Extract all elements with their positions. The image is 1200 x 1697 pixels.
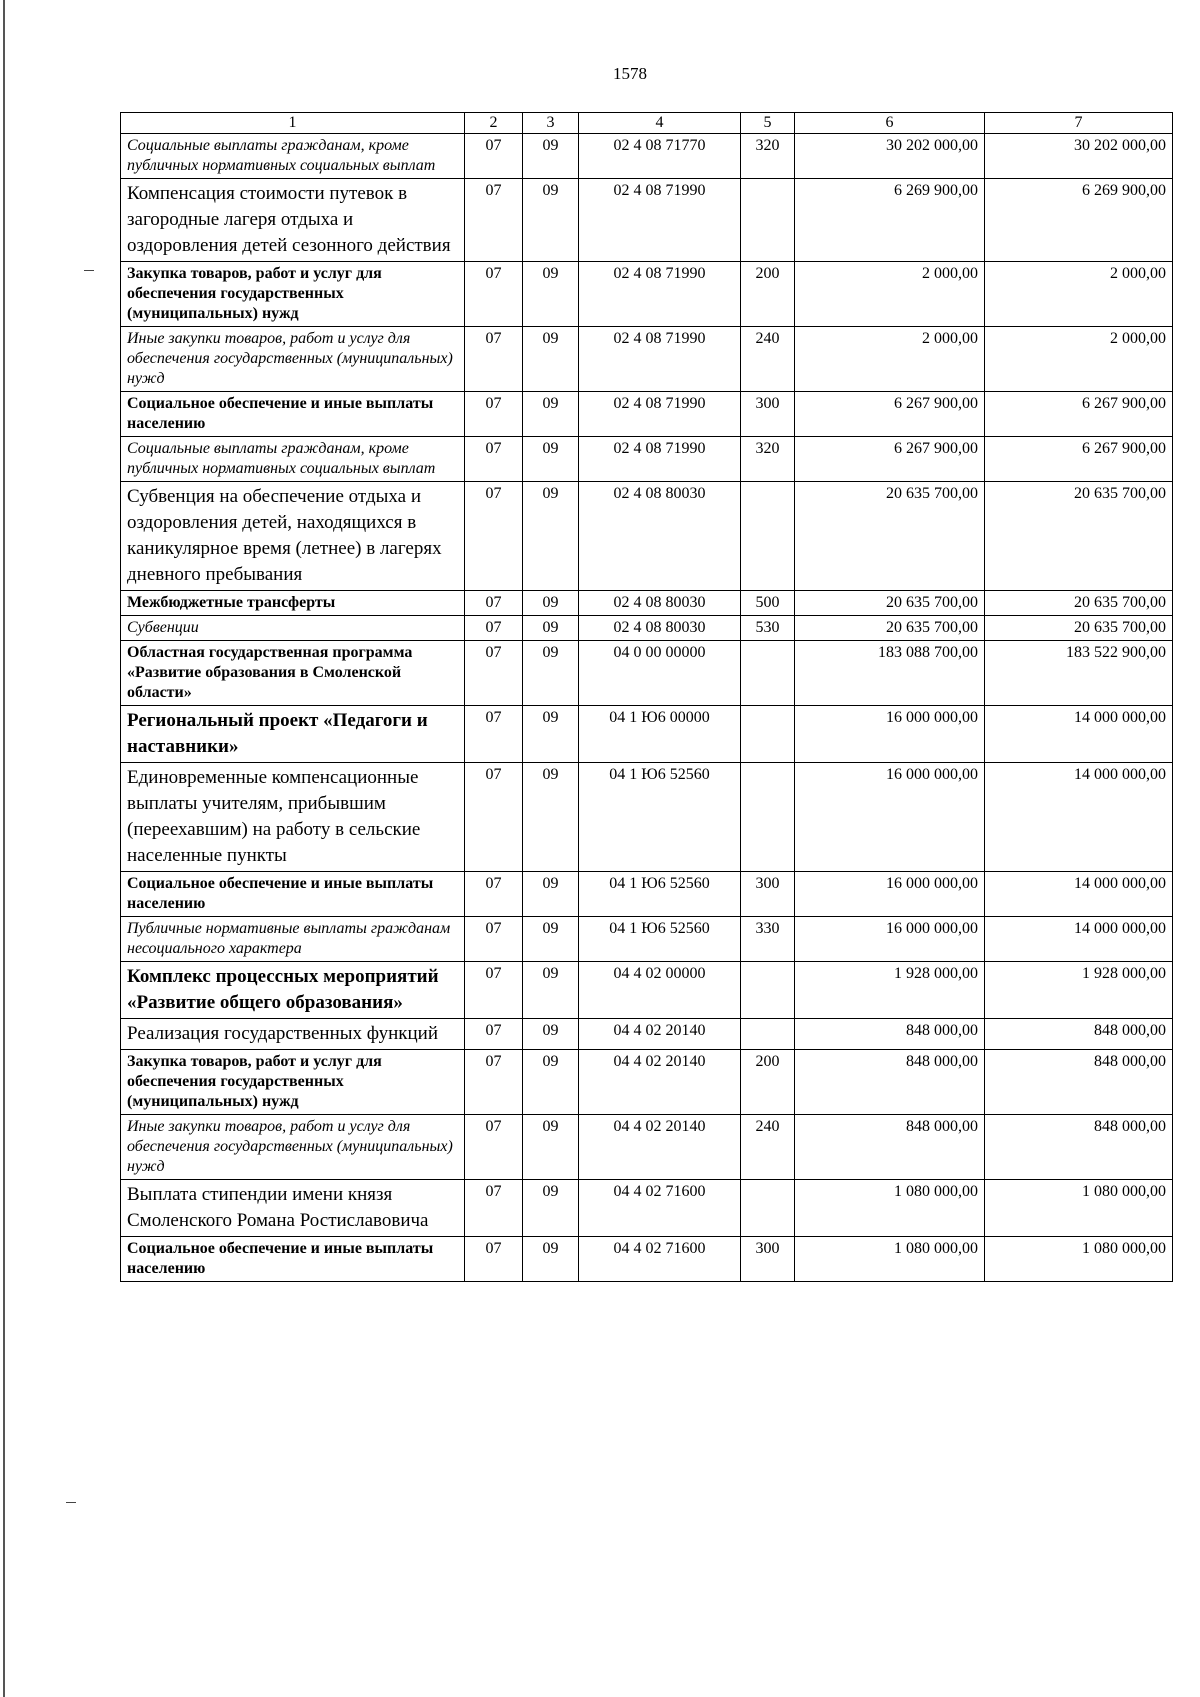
section-code-cell: 07 [465, 262, 523, 327]
expense-type-cell: 530 [741, 616, 795, 641]
column-header: 4 [579, 113, 741, 134]
subsection-code-cell: 09 [523, 179, 579, 262]
table-body [121, 134, 1173, 1282]
row-name-cell: Социальные выплаты гражданам, кроме публичных нормативных социальных выплат [121, 437, 465, 482]
row-name-cell: Региональный проект «Педагоги и наставники» [121, 706, 465, 763]
expense-type-cell: 240 [741, 1115, 795, 1180]
subsection-code-cell: 09 [523, 437, 579, 482]
section-code-cell: 07 [465, 1180, 523, 1237]
amount-year1-cell: 1 080 000,00 [795, 1180, 985, 1237]
section-code-cell: 07 [465, 706, 523, 763]
section-code-cell: 07 [465, 327, 523, 392]
subsection-code-cell: 09 [523, 591, 579, 616]
amount-year2-cell: 30 202 000,00 [985, 134, 1173, 179]
expense-type-cell: 500 [741, 591, 795, 616]
target-article-cell: 02 4 08 71990 [579, 327, 741, 392]
section-code-cell: 07 [465, 917, 523, 962]
section-code-cell: 07 [465, 392, 523, 437]
expense-type-cell: 300 [741, 1237, 795, 1282]
row-name-cell: Публичные нормативные выплаты гражданам несоциального характера [121, 917, 465, 962]
amount-year2-cell: 848 000,00 [985, 1115, 1173, 1180]
table-row [121, 1050, 1173, 1115]
table-row [121, 616, 1173, 641]
amount-year2-cell: 1 080 000,00 [985, 1180, 1173, 1237]
amount-year1-cell: 20 635 700,00 [795, 482, 985, 591]
table-row [121, 1180, 1173, 1237]
target-article-cell: 04 4 02 20140 [579, 1019, 741, 1050]
target-article-cell: 04 1 Ю6 00000 [579, 706, 741, 763]
amount-year2-cell: 2 000,00 [985, 327, 1173, 392]
amount-year1-cell: 848 000,00 [795, 1019, 985, 1050]
amount-year2-cell: 1 080 000,00 [985, 1237, 1173, 1282]
table-row [121, 1115, 1173, 1180]
expense-type-cell: 300 [741, 872, 795, 917]
row-name-cell: Закупка товаров, работ и услуг для обеспечения государственных (муниципальных) нужд [121, 1050, 465, 1115]
subsection-code-cell: 09 [523, 262, 579, 327]
subsection-code-cell: 09 [523, 917, 579, 962]
table-row [121, 872, 1173, 917]
subsection-code-cell: 09 [523, 1019, 579, 1050]
target-article-cell: 04 4 02 71600 [579, 1237, 741, 1282]
column-header: 6 [795, 113, 985, 134]
amount-year1-cell: 20 635 700,00 [795, 616, 985, 641]
amount-year1-cell: 30 202 000,00 [795, 134, 985, 179]
page-number: 1578 [613, 64, 647, 83]
section-code-cell: 07 [465, 1115, 523, 1180]
subsection-code-cell: 09 [523, 482, 579, 591]
target-article-cell: 04 1 Ю6 52560 [579, 917, 741, 962]
amount-year1-cell: 16 000 000,00 [795, 706, 985, 763]
subsection-code-cell: 09 [523, 1050, 579, 1115]
column-header: 3 [523, 113, 579, 134]
subsection-code-cell: 09 [523, 1237, 579, 1282]
expense-type-cell [741, 1180, 795, 1237]
subsection-code-cell: 09 [523, 641, 579, 706]
row-name-cell: Закупка товаров, работ и услуг для обеспечения государственных (муниципальных) нужд [121, 262, 465, 327]
amount-year2-cell: 183 522 900,00 [985, 641, 1173, 706]
amount-year2-cell: 14 000 000,00 [985, 917, 1173, 962]
amount-year1-cell: 848 000,00 [795, 1115, 985, 1180]
row-name-cell: Выплата стипендии имени князя Смоленского Романа Ростиславовича [121, 1180, 465, 1237]
row-name-cell: Социальное обеспечение и иные выплаты населению [121, 392, 465, 437]
target-article-cell: 02 4 08 71990 [579, 437, 741, 482]
row-name-cell: Компенсация стоимости путевок в загородные лагеря отдыха и оздоровления детей сезонного действия [121, 179, 465, 262]
amount-year2-cell: 20 635 700,00 [985, 616, 1173, 641]
table-row [121, 134, 1173, 179]
expense-type-cell [741, 1019, 795, 1050]
section-code-cell: 07 [465, 763, 523, 872]
section-code-cell: 07 [465, 482, 523, 591]
row-name-cell: Социальное обеспечение и иные выплаты населению [121, 1237, 465, 1282]
target-article-cell: 02 4 08 71990 [579, 262, 741, 327]
table-row [121, 763, 1173, 872]
amount-year2-cell: 20 635 700,00 [985, 482, 1173, 591]
amount-year1-cell: 2 000,00 [795, 262, 985, 327]
amount-year2-cell: 14 000 000,00 [985, 706, 1173, 763]
column-number-row [121, 113, 1173, 134]
scan-margin-mark [84, 270, 94, 271]
expense-type-cell [741, 763, 795, 872]
target-article-cell: 02 4 08 80030 [579, 591, 741, 616]
expense-type-cell: 200 [741, 1050, 795, 1115]
column-header: 1 [121, 113, 465, 134]
target-article-cell: 04 4 02 71600 [579, 1180, 741, 1237]
row-name-cell: Реализация государственных функций [121, 1019, 465, 1050]
table-row [121, 962, 1173, 1019]
amount-year1-cell: 16 000 000,00 [795, 872, 985, 917]
amount-year1-cell: 848 000,00 [795, 1050, 985, 1115]
section-code-cell: 07 [465, 962, 523, 1019]
target-article-cell: 02 4 08 80030 [579, 482, 741, 591]
scan-edge-line [3, 0, 5, 1697]
row-name-cell: Комплекс процессных мероприятий «Развитие общего образования» [121, 962, 465, 1019]
expense-type-cell: 300 [741, 392, 795, 437]
target-article-cell: 02 4 08 80030 [579, 616, 741, 641]
amount-year2-cell: 2 000,00 [985, 262, 1173, 327]
amount-year1-cell: 2 000,00 [795, 327, 985, 392]
target-article-cell: 04 1 Ю6 52560 [579, 872, 741, 917]
table-row [121, 706, 1173, 763]
table-row [121, 1019, 1173, 1050]
subsection-code-cell: 09 [523, 706, 579, 763]
expense-type-cell: 320 [741, 134, 795, 179]
amount-year1-cell: 183 088 700,00 [795, 641, 985, 706]
target-article-cell: 04 4 02 00000 [579, 962, 741, 1019]
row-name-cell: Иные закупки товаров, работ и услуг для обеспечения государственных (муниципальных) нужд [121, 1115, 465, 1180]
amount-year1-cell: 6 269 900,00 [795, 179, 985, 262]
row-name-cell: Единовременные компенсационные выплаты учителям, прибывшим (переехавшим) на работу в сельские населенные пункты [121, 763, 465, 872]
section-code-cell: 07 [465, 1050, 523, 1115]
table-row [121, 179, 1173, 262]
target-article-cell: 04 1 Ю6 52560 [579, 763, 741, 872]
table-row [121, 641, 1173, 706]
row-name-cell: Субвенция на обеспечение отдыха и оздоровления детей, находящихся в каникулярное время (летнее) в лагерях дневного пребывания [121, 482, 465, 591]
table-row [121, 262, 1173, 327]
amount-year1-cell: 1 928 000,00 [795, 962, 985, 1019]
target-article-cell: 02 4 08 71770 [579, 134, 741, 179]
table-row [121, 591, 1173, 616]
amount-year1-cell: 6 267 900,00 [795, 392, 985, 437]
column-header: 5 [741, 113, 795, 134]
expense-type-cell [741, 179, 795, 262]
amount-year1-cell: 6 267 900,00 [795, 437, 985, 482]
expense-type-cell: 330 [741, 917, 795, 962]
amount-year2-cell: 6 267 900,00 [985, 392, 1173, 437]
subsection-code-cell: 09 [523, 1115, 579, 1180]
subsection-code-cell: 09 [523, 327, 579, 392]
table-row [121, 437, 1173, 482]
row-name-cell: Социальные выплаты гражданам, кроме публичных нормативных социальных выплат [121, 134, 465, 179]
section-code-cell: 07 [465, 872, 523, 917]
row-name-cell: Субвенции [121, 616, 465, 641]
expense-type-cell [741, 482, 795, 591]
column-header: 2 [465, 113, 523, 134]
row-name-cell: Социальное обеспечение и иные выплаты населению [121, 872, 465, 917]
row-name-cell: Иные закупки товаров, работ и услуг для обеспечения государственных (муниципальных) нужд [121, 327, 465, 392]
expense-type-cell: 240 [741, 327, 795, 392]
subsection-code-cell: 09 [523, 616, 579, 641]
amount-year2-cell: 6 269 900,00 [985, 179, 1173, 262]
amount-year2-cell: 1 928 000,00 [985, 962, 1173, 1019]
amount-year1-cell: 16 000 000,00 [795, 763, 985, 872]
table-row [121, 482, 1173, 591]
table-row [121, 1237, 1173, 1282]
subsection-code-cell: 09 [523, 1180, 579, 1237]
section-code-cell: 07 [465, 437, 523, 482]
section-code-cell: 07 [465, 591, 523, 616]
table-row [121, 327, 1173, 392]
subsection-code-cell: 09 [523, 134, 579, 179]
expense-type-cell [741, 962, 795, 1019]
scan-margin-mark [66, 1502, 76, 1503]
target-article-cell: 02 4 08 71990 [579, 179, 741, 262]
expense-type-cell: 200 [741, 262, 795, 327]
target-article-cell: 04 0 00 00000 [579, 641, 741, 706]
table-row [121, 917, 1173, 962]
amount-year2-cell: 848 000,00 [985, 1019, 1173, 1050]
row-name-cell: Межбюджетные трансферты [121, 591, 465, 616]
section-code-cell: 07 [465, 134, 523, 179]
budget-table [120, 112, 1173, 1282]
target-article-cell: 02 4 08 71990 [579, 392, 741, 437]
amount-year2-cell: 14 000 000,00 [985, 872, 1173, 917]
amount-year2-cell: 848 000,00 [985, 1050, 1173, 1115]
column-header: 7 [985, 113, 1173, 134]
section-code-cell: 07 [465, 616, 523, 641]
row-name-cell: Областная государственная программа «Развитие образования в Смоленской области» [121, 641, 465, 706]
amount-year1-cell: 1 080 000,00 [795, 1237, 985, 1282]
expense-type-cell: 320 [741, 437, 795, 482]
expense-type-cell [741, 641, 795, 706]
target-article-cell: 04 4 02 20140 [579, 1115, 741, 1180]
amount-year2-cell: 20 635 700,00 [985, 591, 1173, 616]
section-code-cell: 07 [465, 1237, 523, 1282]
amount-year1-cell: 16 000 000,00 [795, 917, 985, 962]
amount-year2-cell: 6 267 900,00 [985, 437, 1173, 482]
table-row [121, 392, 1173, 437]
amount-year1-cell: 20 635 700,00 [795, 591, 985, 616]
subsection-code-cell: 09 [523, 872, 579, 917]
subsection-code-cell: 09 [523, 962, 579, 1019]
expense-type-cell [741, 706, 795, 763]
section-code-cell: 07 [465, 1019, 523, 1050]
target-article-cell: 04 4 02 20140 [579, 1050, 741, 1115]
section-code-cell: 07 [465, 641, 523, 706]
subsection-code-cell: 09 [523, 763, 579, 872]
subsection-code-cell: 09 [523, 392, 579, 437]
section-code-cell: 07 [465, 179, 523, 262]
amount-year2-cell: 14 000 000,00 [985, 763, 1173, 872]
